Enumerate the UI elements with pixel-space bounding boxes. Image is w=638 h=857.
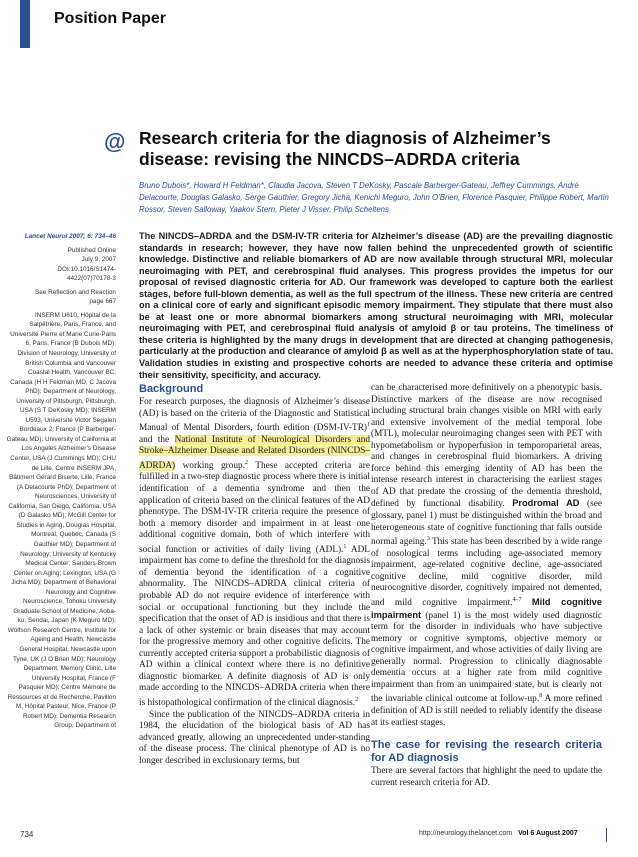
doi-line-1[interactable]: DOI:10.1016/S1474- bbox=[57, 265, 116, 273]
case-heading: The case for revising the research criteria for AD diagnosis bbox=[371, 739, 602, 765]
see-also-link[interactable]: See Reflection and Reaction bbox=[34, 288, 116, 296]
header-accent-bar bbox=[20, 0, 30, 48]
citation: Lancet Neurol 2007; 6: 734–46 bbox=[24, 233, 116, 240]
paragraph: Since the publication of the NINCDS–ADRDA criteria in 1984, the elucidation of the biological basis of AD has advanced greatly, allowing an unprecedented under-standing of the disease process. The clinical phenotype of AD is no longer described in exclusionary terms, but bbox=[139, 709, 370, 766]
affiliations: INSERM U610, Hôpital de la Salpêtrière, Paris, France, and Université Pierre et Marie Curie-Paris 6, Paris, France (B Dubois MD); Division of Neurology, University of British Columbia and Vancouver Coastal Health, Vancouver BC, Canada (H H Feldman MD, C Jacova PhD); Department of Neurology, University of Pittsburgh, Pittsburgh, USA (S T DeKosky MD); INSERM U593, Université Victor Segalen Bordeaux 2, France (P Barberger-Gateau MD); University of California at Los Angeles Alzheimer’s Disease Center, USA (J Cummings MD); CHU de Lille, Centre INSERM JPA, Bâtiment Gérard Biserte, Lille, France (A Delacourte PhD); Department of Neurosciences, University of California, San Diego, California, USA (D Galasko MD); McGill Center for Studies in Aging, Douglas Hospital, Montreal, Quebec, Canada (S Gauthier MD); Department of Neurology; University of Kentucky Medical Center; Sanders-Brown Center on Aging; Lexington, USA (G Jicha MD); Department of Behavioral Neurology and Cognitive Neuroscience, Tohoku University Graduate School of Medicine, Aoba-ku, Sendai, Japan (K Meguro MD); Wolfson Research Centre, Institute for Ageing and Health, Newcastle General Hospital, Newcastle upon Tyne, UK (J O’Brien MD); Neurology Department, Memory Clinic, Lille University Hospital, France (F Pasquier MD); Centre Mémoire de Ressources et de Recherche, Pavillon M, Hôpital Pasteur, Nice, France (P Robert MD); Dementia Research Group, Department of bbox=[6, 311, 116, 730]
background-heading: Background bbox=[139, 383, 204, 395]
doi-line-2[interactable]: 4422(07)70178-3 bbox=[66, 275, 116, 283]
section-header: Position Paper bbox=[54, 10, 167, 27]
body-column-1 bbox=[139, 383, 370, 767]
article-title: Research criteria for the diagnosis of Alzheimer’s disease: revising the NINCDS–ADRDA criteria bbox=[139, 128, 551, 169]
paragraph: For research purposes, the diagnosis of Alzheimer’s disease (AD) is based on the criteria of the Diagnostic and Statistical Manual of Mental Disorders, fourth edition $(DSM-IV-TR)^1$ and the National Institute of Neurological Disorders and Stroke–Alzheimer Disease and Related Disorders (NINCDS–ADRDA) working group.$^2$ These accepted criteria are fulfilled in a two-step diagnostic process where there is initial identification of a dementia syndrome and then the application of criteria based on the clinical features of the AD phenotype. The DSM-IV-TR criteria require the presence of both a memory disorder and impairment in at least one additional cognitive domain, both of which interfere with social function or activities of daily living (ADL).$^1$ ADL impairment has come to define the threshold for the diagnosis of dementia beyond the identification of a cognitive abnormality. The NINCDS–ADRDA clinical criteria of probable AD do not require evidence of interference with social or occupational functioning but they include the specification that the onset of AD is insidious and that there is a lack of other systemic or brain diseases that may account for the progressive memory and other cognitive deficits. The currently accepted criteria support a probabilistic diagnosis of AD within a clinical context where there is no definitive diagnostic biomarker. A definite diagnosis of AD is only made according to the NINCDS–ADRDA criteria when there is histopathological confirmation of the clinical diagnosis.$^2$ bbox=[139, 397, 370, 709]
footer-accent-line bbox=[606, 828, 607, 842]
abstract: The NINCDS–ADRDA and the DSM-IV-TR criteria for Alzheimer’s disease (AD) are the prevailing diagnostic standards in research; however, they have now fallen behind the unprecedented growth of scientific knowledge. Distinctive and reliable biomarkers of AD are now available through structural MRI, molecular neuroimaging with PET, and cerebrospinal fluid analyses. This progress provides the impetus for our proposal of revised diagnostic criteria for AD. Our framework was developed to capture both the earliest stages, before full-blown dementia, as well as the full spectrum of the illness. These new criteria are centred on a clinical core of early and significant episodic memory impairment. They stipulate that there must also be at least one or more abnormal biomarkers among structural neuroimaging with MRI, molecular neuroimaging with PET, and cerebrospinal fluid analysis of amyloid β or tau proteins. The timeliness of these criteria is highlighted by the many drugs in development that are directed at changing pathogenesis, particularly at the production and clearance of amyloid β as well as at the hyperphosphorylation state of tau. Validation studies in existing and prospective cohorts are needed to advance these criteria and optimise their sensitivity, specificity, and accuracy. bbox=[139, 231, 613, 380]
published-online-label: Published Online bbox=[67, 246, 116, 254]
paragraph: There are several factors that highlight the need to update the current research criteria for AD. bbox=[371, 766, 602, 788]
see-also-page: page 667 bbox=[89, 298, 116, 306]
article-sidebar bbox=[6, 232, 116, 731]
body-column-2 bbox=[371, 383, 602, 789]
page-number: 734 bbox=[20, 830, 34, 839]
published-date: July 9, 2007 bbox=[81, 256, 116, 264]
open-access-icon: @ bbox=[104, 129, 126, 154]
footer-info bbox=[419, 830, 578, 837]
author-list: Bruno Dubois*, Howard H Feldman*, Claudia Jacova, Steven T DeKosky, Pascale Barberger-Gateau, Jeffrey Cummings, André Delacourte, Douglas Galasko, Serge Gauthier, Gregory Jicha, Kenichi Meguro, John O’Brien, Florence Pasquier, Philippe Robert, Martin Rossor, Steven Salloway, Yaakov Stern, Pieter J Visser, Philip Scheltens bbox=[139, 181, 609, 214]
issue-info: Vol 6 August 2007 bbox=[518, 830, 578, 837]
journal-url[interactable]: http://neurology.thelancet.com bbox=[419, 830, 513, 837]
highlighted-text: National Institute of Neurological Disorders and Stroke–Alzheimer Disease and Related Disorders (NINCDS–ADRDA) bbox=[139, 434, 370, 471]
paragraph: can be characterised more definitively on a phenotypic basis. Distinctive markers of the disease are now recognised including structural brain changes visible on MRI with early and extensive involvement of the medial temporal lobe (MTL), molecular neuroimaging changes seen with PET with hypometabolism or hypoperfusion in temporoparietal areas, and changes in cerebrospinal fluid biomarkers. A driving force behind this emerging identity of AD has been the intense research interest in characterising the earliest stages of AD that predate the crossing of the dementia threshold, defined by functional disability. Prodromal AD (see glossary, panel 1) must be distinguished within the broad and heterogeneous state of cognitive functioning that falls outside normal ageing.$^3$ This state has been described by a wide range of nosological terms including age-associated memory impairment, age-related cognitive decline, age-associated cognitive decline, mild cognitive disorder, mild neurocognitive disorder, cognitively impaired not demented, and mild cognitive impairment.$^{4-7}$ Mild cognitive impairment (panel 1) is the most widely used diagnostic term for the disorder in individuals who have subjective memory or cognitive symptoms, objective memory or cognitive impairment, and whose activities of daily living are generally normal. Progression to clinically diagnosable dementia occurs at a higher rate from mild cognitive impairment than from an unimpaired state, but is clearly not the invariable clinical outcome at follow-up.$^8$ A more refined definition of AD is still needed to reliably identify the disease at its earliest stages. bbox=[371, 383, 602, 728]
